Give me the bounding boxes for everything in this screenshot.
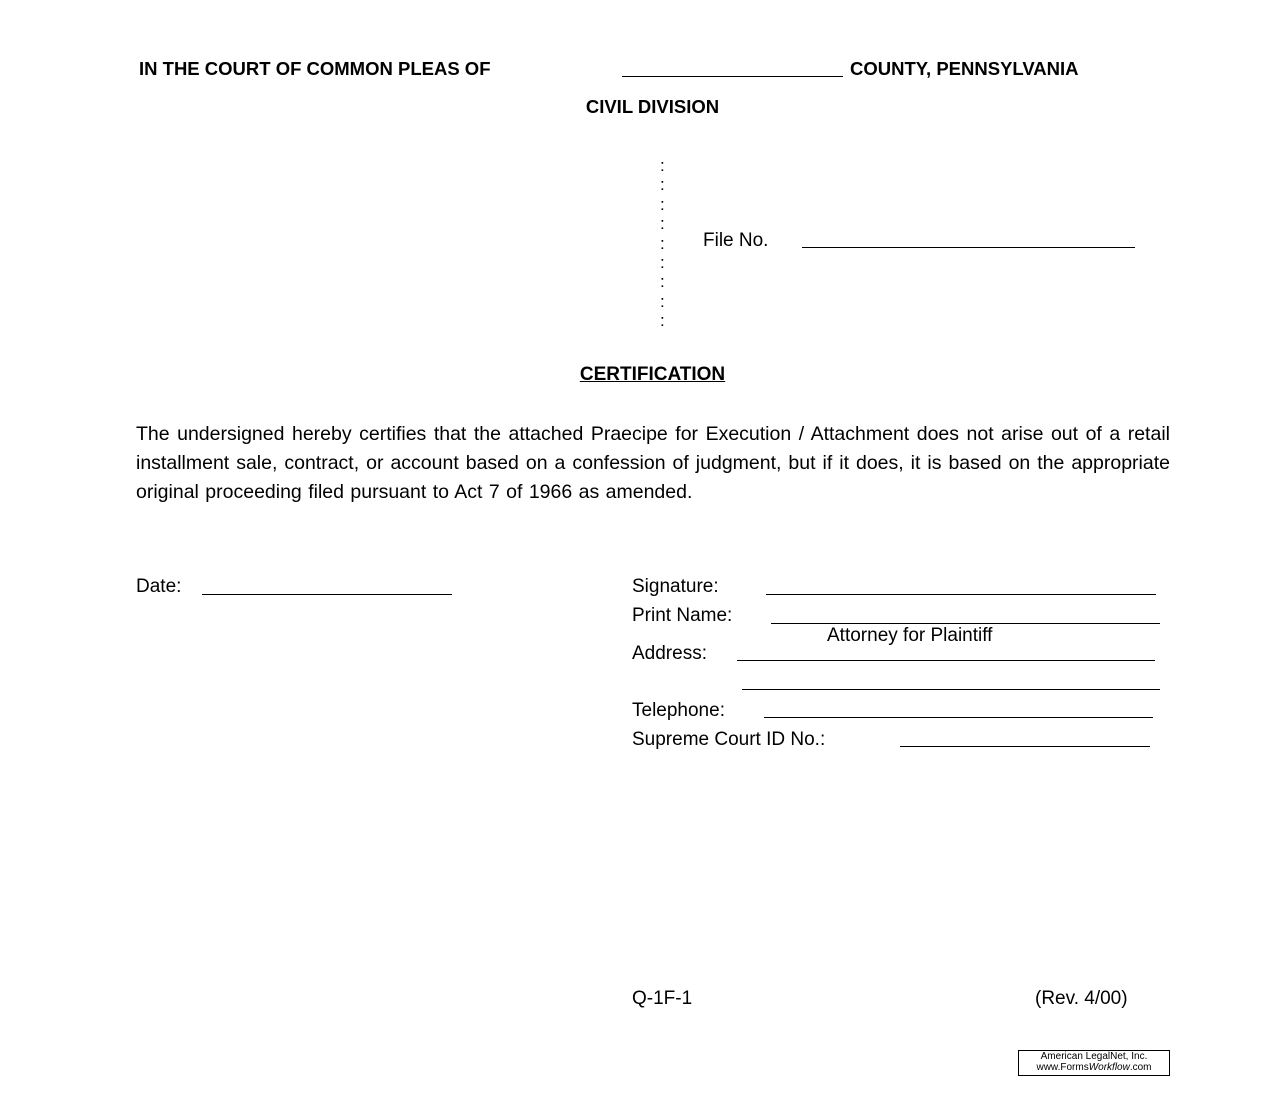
signature-label: Signature:	[632, 576, 719, 597]
certification-body: The undersigned hereby certifies that the attached Praecipe for Execution / Attachment does not arise out of a retail installment sale, contract, or account based on a confession of judgment, but if it does, it is based on the appropriate original proceeding filed pursuant to Act 7 of 1966 as amended.	[136, 423, 1170, 503]
colon: :	[660, 233, 665, 253]
signature-line[interactable]	[766, 594, 1156, 595]
colon: :	[660, 272, 665, 292]
colon: :	[660, 253, 665, 273]
telephone-label: Telephone:	[632, 700, 725, 721]
colon: :	[660, 156, 665, 175]
logo-url: www.FormsWorkflow.com	[1036, 1061, 1152, 1073]
form-code: Q-1F-1	[632, 988, 693, 1009]
colon: :	[660, 175, 665, 195]
address-label: Address:	[632, 643, 707, 664]
date-line[interactable]	[202, 594, 452, 595]
print-name-line[interactable]	[771, 623, 1160, 624]
logo-company: American LegalNet, Inc.	[1040, 1051, 1148, 1062]
supreme-court-id-label: Supreme Court ID No.:	[632, 729, 826, 750]
file-no-label: File No.	[703, 230, 769, 251]
colon: :	[660, 214, 665, 234]
telephone-line[interactable]	[764, 717, 1153, 718]
colon: :	[660, 311, 665, 331]
revision-date: (Rev. 4/00)	[1035, 988, 1128, 1009]
county-blank-line[interactable]	[622, 76, 843, 77]
file-no-line[interactable]	[802, 247, 1135, 248]
supreme-court-id-line[interactable]	[900, 746, 1150, 747]
colon: :	[660, 194, 665, 214]
colon: :	[660, 291, 665, 311]
publisher-logo	[1018, 1050, 1170, 1076]
print-name-label: Print Name:	[632, 605, 733, 626]
court-suffix: COUNTY, PENNSYLVANIA	[850, 58, 1079, 79]
address-line-2[interactable]	[742, 689, 1160, 690]
division-title: CIVIL DIVISION	[585, 96, 720, 117]
certification-title: CERTIFICATION	[579, 364, 726, 385]
caption-colons	[660, 156, 670, 331]
attorney-caption: Attorney for Plaintiff	[827, 625, 993, 646]
address-line-1[interactable]	[737, 660, 1155, 661]
date-label: Date:	[136, 576, 182, 597]
court-prefix: IN THE COURT OF COMMON PLEAS OF	[139, 58, 491, 79]
